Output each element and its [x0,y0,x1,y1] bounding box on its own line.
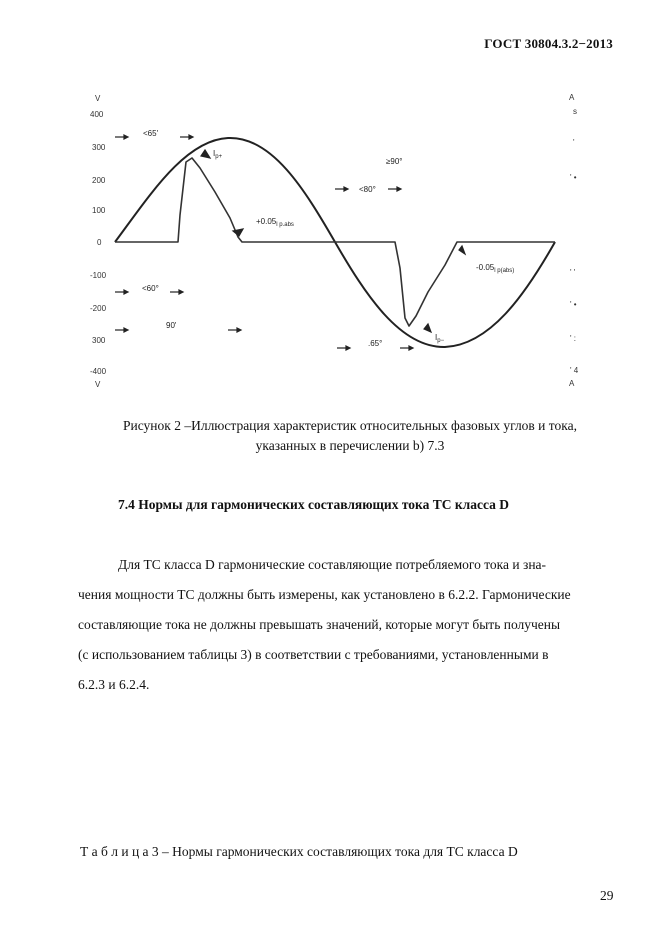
ip-positive-label: $I_{p+}$ [213,149,223,160]
current-waveform [115,158,555,326]
angle-label: <80° [359,185,376,194]
right-mark: ' 4 [570,366,579,375]
table-caption: Т а б л и ц а 3 – Нормы гармонических составляющих тока для ТС класса D [80,844,518,859]
page-number: 29 [600,888,614,903]
angle-label: 90' [166,321,177,330]
right-mark: ' [573,138,575,147]
paragraph-line: Для ТС класса D гармонические составляющие потребляемого тока и зна- [118,557,547,572]
right-mark: s [573,107,577,116]
right-mark: A [569,379,575,388]
y-tick: -100 [90,271,107,280]
y-tick: 0 [97,238,102,247]
figure-annotations [142,129,514,348]
right-mark: ' • [570,173,577,182]
figure-caption-line-1: Рисунок 2 –Иллюстрация характеристик относительных фазовых углов и тока, [123,418,577,433]
y-tick: 300 [92,336,106,345]
right-mark: ' • [570,300,577,309]
paragraph-line: (с использованием таблицы 3) в соответствии с требованиями, установленными в [78,647,549,662]
ip-negative-label: $I_{p-}$ [435,333,445,344]
right-mark: ' : [570,334,576,343]
phase-angle-figure [80,88,590,393]
angle-label: <60° [142,284,159,293]
section-title: 7.4 Нормы для гармонических составляющих тока ТС класса D [118,497,509,512]
minus-threshold-label: $-0.05_{l p(abs)}$ [476,263,515,274]
right-mark: A [569,93,575,102]
document-header: ГОСТ 30804.3.2−2013 [484,36,613,51]
paragraph-line: составляющие тока не должны превышать значений, которые могут быть получены [78,617,561,632]
angle-label: <65' [143,129,159,138]
y-axis [90,94,107,389]
plus-threshold-label: $+0.05_{l p.abs}$ [256,217,294,228]
figure-caption-line-2: указанных в перечислении b) 7.3 [255,438,445,453]
y-tick: -400 [90,367,107,376]
y-tick: 300 [92,143,106,152]
y-tick: 200 [92,176,106,185]
paragraph-line: чения мощности ТС должны быть измерены, как установлено в 6.2.2. Гармонические [78,587,571,602]
right-mark: ' ' [570,268,576,277]
y-tick: 400 [90,110,104,119]
right-axis-marks [569,93,579,388]
paragraph-line: 6.2.3 и 6.2.4. [78,677,150,692]
y-tick: 100 [92,206,106,215]
y-tick: -200 [90,304,107,313]
y-unit-bottom: V [95,380,101,389]
angle-label: .65° [368,339,383,348]
y-unit-top: V [95,94,101,103]
angle-label: ≥90° [386,157,403,166]
